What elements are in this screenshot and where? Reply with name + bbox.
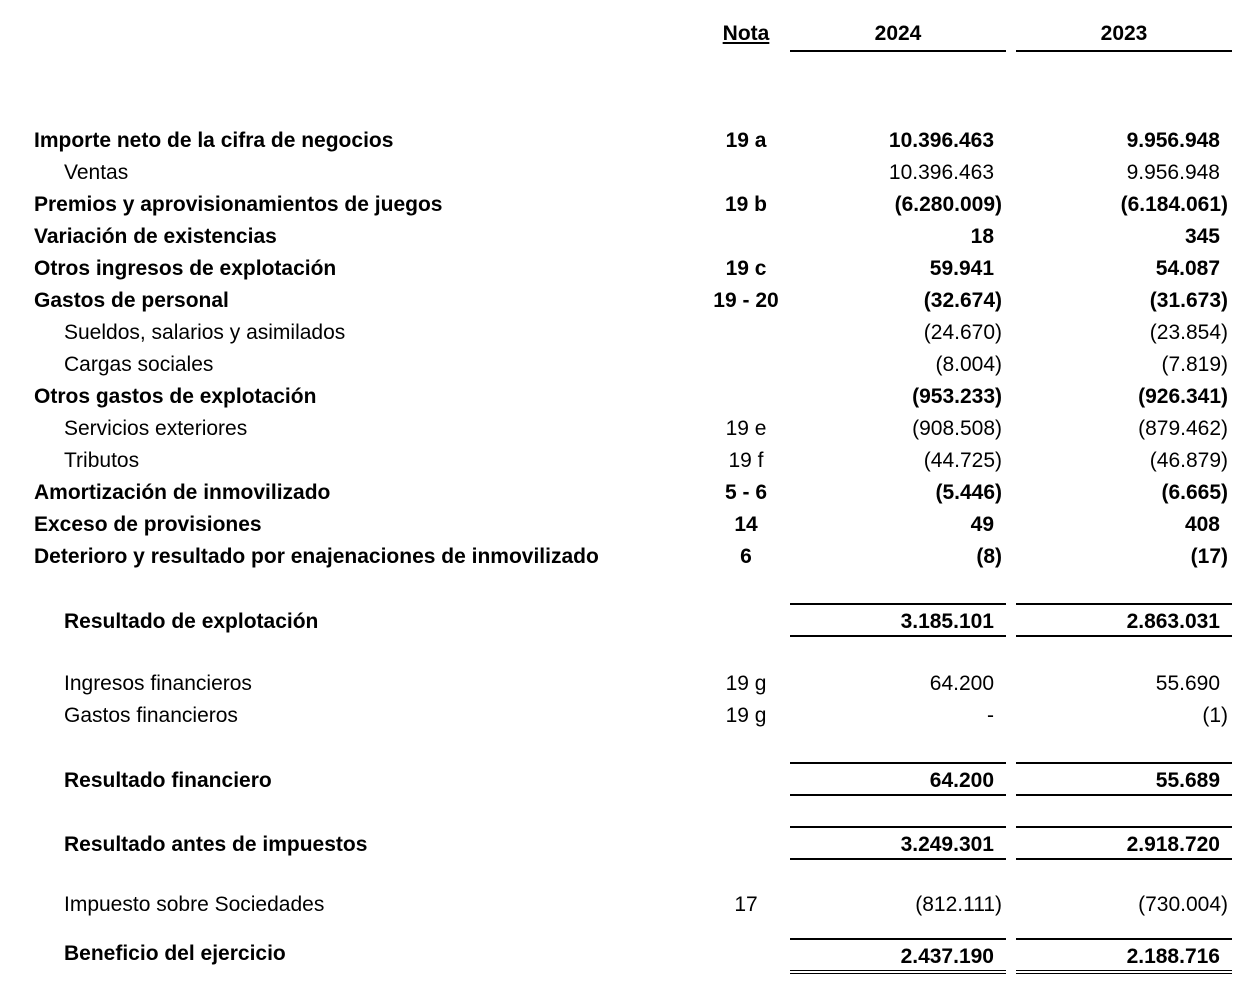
header-rule-2023 <box>1016 50 1232 52</box>
row-nota: 19 c <box>725 257 767 280</box>
row-value-2023: (23.854) <box>1149 321 1228 344</box>
row-value-2024: (24.670) <box>923 321 1002 344</box>
row-value-2023: (6.184.061) <box>1120 193 1228 216</box>
row-value-2024: (44.725) <box>923 449 1002 472</box>
row-value-2023: (6.665) <box>1161 481 1228 504</box>
row-value-2023: 9.956.948 <box>1126 129 1220 152</box>
header-year-2024: 2024 <box>874 22 922 45</box>
row-value-2023: (46.879) <box>1149 449 1228 472</box>
row-nota: 17 <box>734 893 758 916</box>
row-label: Sueldos, salarios y asimilados <box>64 321 346 344</box>
row-value-2023: 54.087 <box>1155 257 1220 280</box>
row-label: Impuesto sobre Sociedades <box>64 893 325 916</box>
header-nota: Nota <box>722 22 770 45</box>
row-nota: 19 - 20 <box>713 289 779 312</box>
row-label: Premios y aprovisionamientos de juegos <box>34 193 443 216</box>
subtotal-rule-bottom <box>1016 794 1232 796</box>
subtotal-value-2024: 64.200 <box>929 769 994 792</box>
subtotal-rule-bottom <box>1016 858 1232 860</box>
row-nota: 14 <box>734 513 758 536</box>
subtotal-value-2023: 2.918.720 <box>1126 833 1220 856</box>
row-label: Ventas <box>64 161 129 184</box>
row-value-2024: - <box>987 704 994 727</box>
row-value-2024: 18 <box>970 225 994 248</box>
row-value-2024: 49 <box>970 513 994 536</box>
subtotal-rule-top <box>790 603 1006 605</box>
row-value-2024: 64.200 <box>929 672 994 695</box>
header-rule-2024 <box>790 50 1006 52</box>
row-nota: 19 f <box>728 449 764 472</box>
row-label: Amortización de inmovilizado <box>34 481 331 504</box>
subtotal-rule-top <box>1016 762 1232 764</box>
row-nota: 19 g <box>725 704 767 727</box>
subtotal-value-2024: 3.249.301 <box>900 833 994 856</box>
row-nota: 19 e <box>725 417 767 440</box>
row-value-2024: 10.396.463 <box>888 161 994 184</box>
row-label: Gastos de personal <box>34 289 229 312</box>
subtotal-rule-top <box>1016 826 1232 828</box>
subtotal-rule-top <box>1016 603 1232 605</box>
row-nota: 19 a <box>725 129 767 152</box>
row-value-2023: 55.690 <box>1155 672 1220 695</box>
row-value-2024: (812.111) <box>915 893 1002 916</box>
row-value-2024: (8) <box>976 545 1002 568</box>
row-value-2023: (879.462) <box>1138 417 1228 440</box>
row-nota: 5 - 6 <box>724 481 768 504</box>
row-value-2024: (908.508) <box>912 417 1002 440</box>
subtotal-rule-bottom <box>790 858 1006 860</box>
row-label: Variación de existencias <box>34 225 277 248</box>
row-value-2024: (32.674) <box>923 289 1002 312</box>
row-value-2024: (953.233) <box>912 385 1002 408</box>
row-value-2023: (1) <box>1202 704 1228 727</box>
row-value-2023: 408 <box>1184 513 1220 536</box>
row-value-2024: (5.446) <box>935 481 1002 504</box>
row-label: Tributos <box>64 449 140 472</box>
row-nota: 19 b <box>724 193 768 216</box>
header-year-2023: 2023 <box>1100 22 1148 45</box>
total-double-rule <box>790 970 1006 974</box>
subtotal-rule-bottom <box>790 635 1006 637</box>
row-label: Servicios exteriores <box>64 417 248 440</box>
subtotal-value-2024: 3.185.101 <box>900 610 994 633</box>
total-value-2024: 2.437.190 <box>900 945 994 968</box>
row-value-2024: 59.941 <box>929 257 994 280</box>
row-value-2023: 9.956.948 <box>1126 161 1220 184</box>
subtotal-label: Resultado financiero <box>64 769 272 792</box>
row-value-2023: 345 <box>1184 225 1220 248</box>
total-value-2023: 2.188.716 <box>1126 945 1220 968</box>
subtotal-rule-top <box>790 762 1006 764</box>
row-value-2024: (8.004) <box>935 353 1002 376</box>
row-label: Ingresos financieros <box>64 672 252 695</box>
row-label: Otros ingresos de explotación <box>34 257 337 280</box>
row-value-2024: (6.280.009) <box>894 193 1002 216</box>
total-rule-top <box>1016 938 1232 940</box>
row-label: Deterioro y resultado por enajenaciones de inmovilizado <box>34 545 599 568</box>
subtotal-rule-top <box>790 826 1006 828</box>
subtotal-value-2023: 2.863.031 <box>1126 610 1220 633</box>
row-nota: 6 <box>740 545 752 568</box>
row-value-2023: (17) <box>1190 545 1228 568</box>
subtotal-rule-bottom <box>790 794 1006 796</box>
subtotal-rule-bottom <box>1016 635 1232 637</box>
row-value-2023: (31.673) <box>1149 289 1228 312</box>
row-label: Exceso de provisiones <box>34 513 262 536</box>
subtotal-value-2023: 55.689 <box>1155 769 1220 792</box>
row-value-2023: (7.819) <box>1161 353 1228 376</box>
subtotal-label: Resultado de explotación <box>64 610 319 633</box>
row-label: Cargas sociales <box>64 353 214 376</box>
subtotal-label: Resultado antes de impuestos <box>64 833 368 856</box>
total-double-rule <box>1016 970 1232 974</box>
row-label: Gastos financieros <box>64 704 238 727</box>
total-rule-top <box>790 938 1006 940</box>
row-value-2023: (730.004) <box>1138 893 1228 916</box>
row-value-2023: (926.341) <box>1138 385 1228 408</box>
row-label: Otros gastos de explotación <box>34 385 317 408</box>
row-value-2024: 10.396.463 <box>888 129 994 152</box>
row-label: Importe neto de la cifra de negocios <box>34 129 394 152</box>
total-label: Beneficio del ejercicio <box>64 942 286 965</box>
row-nota: 19 g <box>725 672 767 695</box>
